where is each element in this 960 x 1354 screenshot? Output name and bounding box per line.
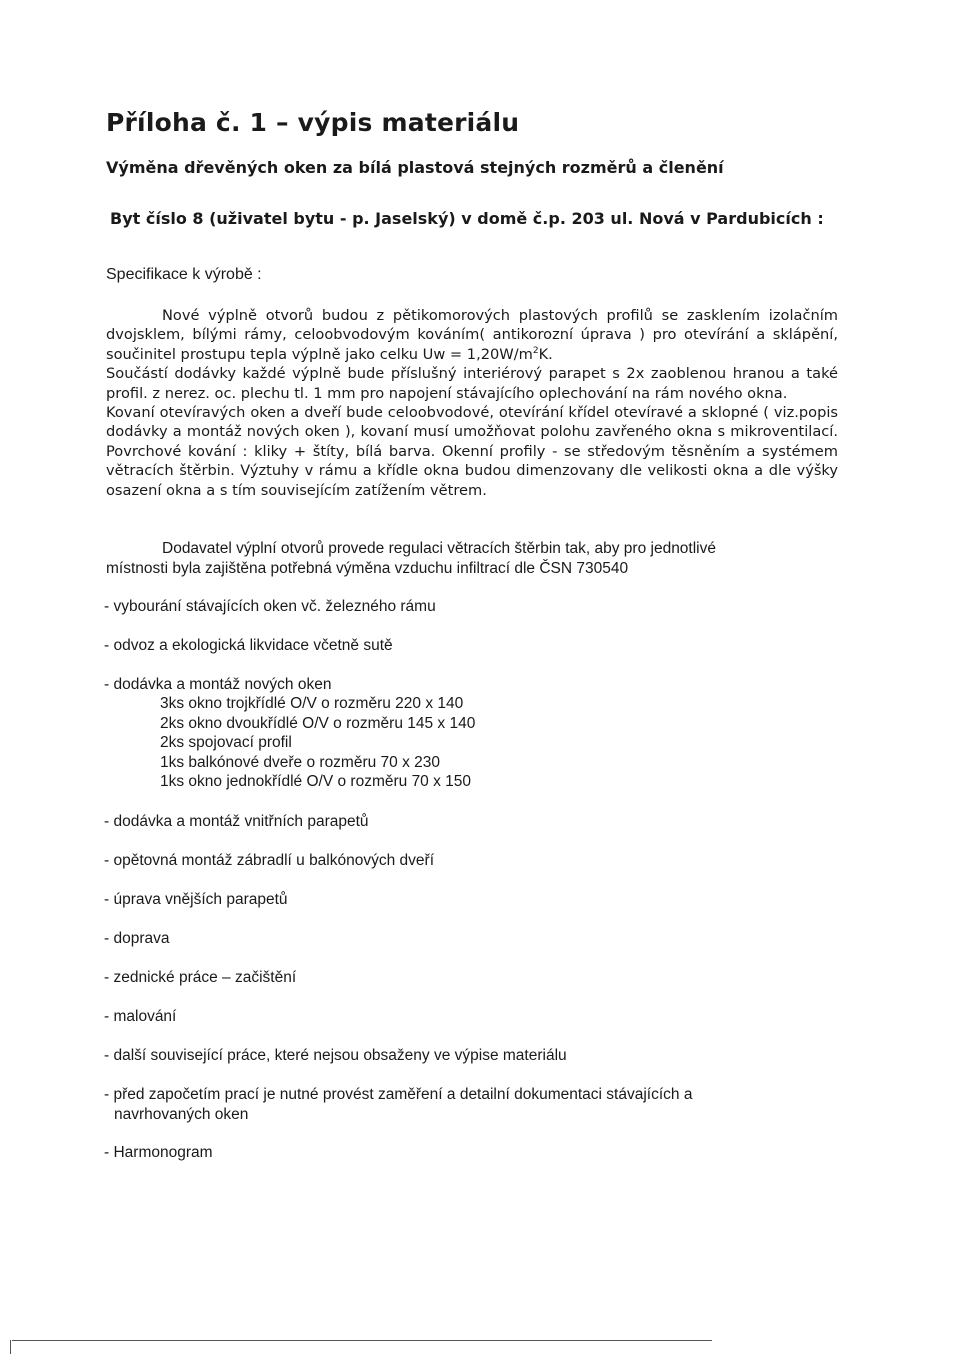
list-item-line-2: navrhovaných oken (114, 1105, 249, 1123)
scan-edge-tick (10, 1340, 11, 1354)
spec-text-1a: Nové výplně otvorů budou z pětikomorových plastových profilů se zasklením izolačním dvojsklem, bílými rámy, celoobvodovým kováním( antikorozní úprava ) pro otevírání a sklápění, součinitel prostupu tepla výplně jako celku Uw = 1,20W/m (106, 307, 838, 363)
apartment-address: Byt číslo 8 (uživatel bytu - p. Jaselský) v domě č.p. 203 ul. Nová v Pardubicích : (110, 209, 824, 228)
list-item: - malování (104, 1008, 177, 1025)
list-item: - doprava (104, 930, 170, 947)
spec-superscript: 2 (532, 345, 539, 356)
list-item: - dodávka a montáž vnitřních parapetů (104, 813, 369, 830)
window-list-item: 1ks okno jednokřídlé O/V o rozměru 70 x 150 (160, 773, 472, 791)
window-list-item: 1ks balkónové dveře o rozměru 70 x 230 (160, 753, 441, 771)
supplier-line-1: Dodavatel výplní otvorů provede regulaci větracích štěrbin tak, aby pro jednotlivé (162, 540, 716, 557)
list-item: - vybourání stávajících oken vč. železného rámu (104, 598, 436, 615)
specification-paragraph-2: Součástí dodávky každé výplně bude příslušný interiérový parapet s 2x zaoblenou hranou a také profil. z nerez. oc. plechu tl. 1 mm pro napojení stávajícího oplechování na rám nového okna. (106, 365, 838, 402)
window-list-item: 2ks spojovací profil (160, 734, 292, 752)
specification-heading: Specifikace k výrobě : (106, 266, 262, 283)
specification-paragraph-3: Kovaní otevíravých oken a dveří bude celoobvodové, otevírání křídel otevíravé a sklopné ( viz.popis dodávky a montáž nových oken ), kovaní musí umožňovat polohu zavřeného okna s mikroventilací. Povrchové kování : kliky + štíty, bílá barva. Okenní profily - se středovým těsněním a systémem větracích štěrbin. Výztuhy v rámu a křídle okna budou dimenzovany dle velikosti okna a dle výšky osazení okna a s tím souvisejícím zatížením větrem. (106, 404, 838, 499)
list-item: - zednické práce – začištění (104, 969, 297, 986)
list-item-line-1: - před započetím prací je nutné provést zaměření a detailní dokumentaci stávajících a (104, 1086, 693, 1103)
list-item: - další související práce, které nejsou obsaženy ve výpise materiálu (104, 1047, 567, 1064)
list-item: - odvoz a ekologická likvidace včetně sutě (104, 637, 393, 654)
window-list-item: 3ks okno trojkřídlé O/V o rozměru 220 x 140 (160, 695, 464, 712)
list-item: - opětovná montáž zábradlí u balkónových dveří (104, 852, 434, 869)
specification-body (106, 306, 838, 500)
document-title: Příloha č. 1 – výpis materiálu (106, 108, 520, 137)
document-subtitle: Výměna dřevěných oken za bílá plastová stejných rozměrů a členění (106, 158, 724, 177)
scan-edge-line (12, 1340, 712, 1341)
list-item: - Harmonogram (104, 1144, 213, 1161)
window-list (160, 694, 475, 792)
specification-paragraph-1 (106, 306, 838, 364)
supplier-paragraph (106, 539, 838, 578)
list-item: - dodávka a montáž nových oken (104, 676, 332, 693)
window-list-item: 2ks okno dvoukřídlé O/V o rozměru 145 x 140 (160, 714, 476, 732)
list-item: - úprava vnějších parapetů (104, 891, 288, 908)
supplier-line-2: místnosti byla zajištěna potřebná výměna vzduchu infiltrací dle ČSN 730540 (106, 559, 629, 577)
spec-text-1b: K. (538, 345, 553, 363)
list-item (104, 1085, 824, 1124)
